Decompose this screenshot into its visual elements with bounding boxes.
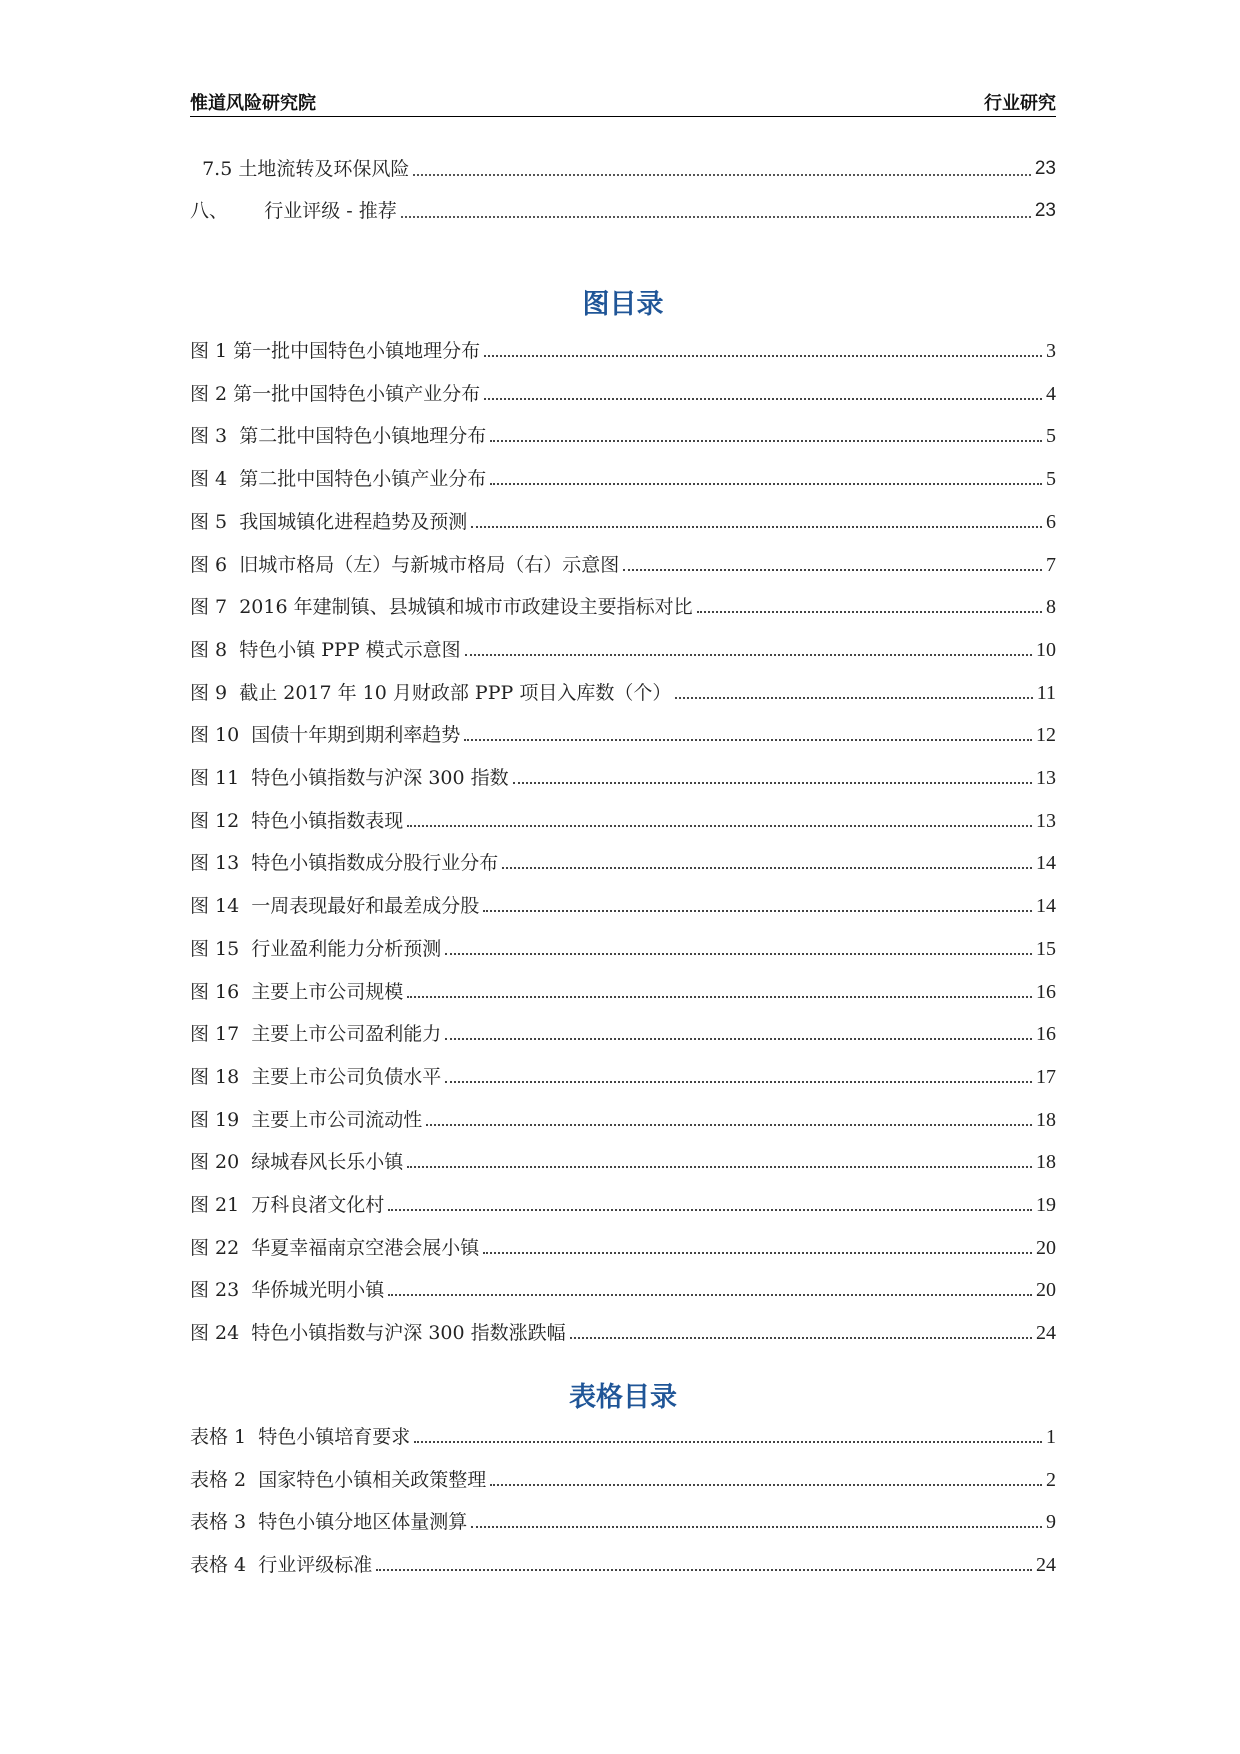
- figure-entry-page: 20: [1036, 1279, 1056, 1302]
- header-org-name: 惟道风险研究院: [190, 93, 316, 114]
- dot-leader: [471, 1525, 1042, 1528]
- figure-entry[interactable]: [190, 804, 1056, 834]
- dot-leader: [445, 952, 1032, 955]
- figure-entry-page: 14: [1036, 852, 1056, 875]
- figure-entry[interactable]: [190, 1017, 1056, 1047]
- dot-leader: [513, 781, 1032, 784]
- figure-entry-page: 4: [1046, 382, 1056, 405]
- dot-leader: [388, 1208, 1032, 1211]
- dot-leader: [407, 1165, 1032, 1168]
- figure-entry[interactable]: [190, 761, 1056, 791]
- figure-entry-label: 图 4 第二批中国特色小镇产业分布: [190, 468, 487, 491]
- figure-entry[interactable]: [190, 419, 1056, 449]
- figure-entry-page: 10: [1036, 638, 1056, 661]
- figure-entry-label: 图 17 主要上市公司盈利能力: [190, 1023, 442, 1046]
- figure-entry-label: 图 13 特色小镇指数成分股行业分布: [190, 852, 499, 875]
- figure-entry-label: 图 3 第二批中国特色小镇地理分布: [190, 425, 487, 448]
- dot-leader: [490, 482, 1042, 485]
- figure-entry-label: 图 18 主要上市公司负债水平: [190, 1065, 442, 1088]
- figure-entry-page: 17: [1036, 1065, 1056, 1088]
- table-entry-page: 9: [1046, 1511, 1056, 1534]
- figure-entry[interactable]: [190, 633, 1056, 663]
- figure-entry-label: 图 7 2016 年建制镇、县城镇和城市市政建设主要指标对比: [190, 596, 693, 619]
- figure-entry-label: 图 20 绿城春风长乐小镇: [190, 1151, 404, 1174]
- dot-leader: [376, 1568, 1032, 1571]
- figure-entry[interactable]: [190, 548, 1056, 578]
- page-header: [190, 86, 1056, 117]
- figure-entry-page: 6: [1046, 510, 1056, 533]
- dot-leader: [471, 525, 1042, 528]
- figure-entry-label: 图 2 第一批中国特色小镇产业分布: [190, 382, 481, 405]
- dot-leader: [445, 1037, 1032, 1040]
- dot-leader: [465, 653, 1032, 656]
- dot-leader: [484, 354, 1042, 357]
- toc-entry[interactable]: [190, 194, 1056, 224]
- figure-entry[interactable]: [190, 1231, 1056, 1261]
- dot-leader: [490, 439, 1042, 442]
- figure-entry-label: 图 9 截止 2017 年 10 月财政部 PPP 项目入库数（个）: [190, 681, 672, 704]
- figure-entry[interactable]: [190, 334, 1056, 364]
- figure-entry-label: 图 5 我国城镇化进程趋势及预测: [190, 510, 468, 533]
- figure-entry-page: 19: [1036, 1194, 1056, 1216]
- table-entry[interactable]: [190, 1463, 1056, 1493]
- dot-leader: [407, 824, 1032, 827]
- table-entry-label: 表格 3 特色小镇分地区体量测算: [190, 1511, 468, 1534]
- table-entry-page: 2: [1046, 1468, 1056, 1491]
- dot-leader: [413, 173, 1031, 176]
- table-entry-label: 表格 1 特色小镇培育要求: [190, 1426, 411, 1448]
- dot-leader: [675, 696, 1032, 699]
- dot-leader: [483, 909, 1032, 912]
- table-entry-page: 1: [1046, 1426, 1056, 1448]
- figure-entry-page: 3: [1046, 340, 1056, 362]
- dot-leader: [502, 866, 1032, 869]
- figure-entry-page: 13: [1036, 809, 1056, 832]
- figure-entry-page: 15: [1036, 937, 1056, 960]
- figure-entry-label: 图 22 华夏幸福南京空港会展小镇: [190, 1236, 480, 1259]
- dot-leader: [484, 397, 1042, 400]
- figure-entry-label: 图 15 行业盈利能力分析预测: [190, 937, 442, 960]
- figure-entry-label: 图 11 特色小镇指数与沪深 300 指数: [190, 767, 509, 789]
- figure-entry-page: 11: [1036, 681, 1056, 704]
- figure-entry[interactable]: [190, 1060, 1056, 1090]
- dot-leader: [414, 1440, 1042, 1443]
- figure-entry-page: 20: [1036, 1236, 1056, 1259]
- toc-entry-page: 23: [1034, 200, 1056, 221]
- figure-entry-label: 图 8 特色小镇 PPP 模式示意图: [190, 638, 461, 661]
- figure-entry[interactable]: [190, 377, 1056, 407]
- toc-entry-label: 八、 行业评级 - 推荐: [190, 200, 397, 222]
- figure-list-title: 图目录: [582, 289, 664, 320]
- figure-entry-label: 图 19 主要上市公司流动性: [190, 1108, 423, 1131]
- figure-entry-page: 24: [1036, 1322, 1056, 1345]
- dot-leader: [570, 1336, 1032, 1339]
- figure-entry-label: 图 16 主要上市公司规模: [190, 980, 404, 1003]
- figure-entry[interactable]: [190, 1316, 1056, 1346]
- dot-leader: [388, 1293, 1032, 1296]
- dot-leader: [490, 1483, 1042, 1486]
- figure-entry-page: 8: [1046, 596, 1056, 619]
- table-entry[interactable]: [190, 1420, 1056, 1450]
- figure-entry[interactable]: [190, 975, 1056, 1005]
- figure-entry-page: 14: [1036, 895, 1056, 918]
- table-entry[interactable]: [190, 1548, 1056, 1578]
- figure-entry-page: 13: [1036, 767, 1056, 789]
- toc-entry[interactable]: [190, 152, 1056, 182]
- table-entry-label: 表格 4 行业评级标准: [190, 1554, 373, 1577]
- figure-entry[interactable]: [190, 846, 1056, 876]
- figure-entry-page: 7: [1046, 553, 1056, 576]
- figure-entry-page: 5: [1046, 468, 1056, 491]
- figure-entry-label: 图 12 特色小镇指数表现: [190, 809, 404, 832]
- figure-entry[interactable]: [190, 676, 1056, 706]
- figure-entry-label: 图 21 万科良渚文化村: [190, 1194, 385, 1216]
- dot-leader: [697, 610, 1042, 613]
- figure-entry[interactable]: [190, 462, 1056, 492]
- figure-entry-page: 18: [1036, 1108, 1056, 1131]
- figure-entry[interactable]: [190, 1145, 1056, 1175]
- table-entry-page: 24: [1036, 1554, 1056, 1577]
- figure-entry-page: 16: [1036, 980, 1056, 1003]
- table-list-title: 表格目录: [569, 1382, 677, 1413]
- figure-entry[interactable]: [190, 932, 1056, 962]
- figure-entry-page: 12: [1036, 724, 1056, 747]
- toc-entry-page: 23: [1034, 158, 1056, 179]
- dot-leader: [483, 1251, 1032, 1254]
- figure-entry[interactable]: [190, 1103, 1056, 1133]
- table-entry-label: 表格 2 国家特色小镇相关政策整理: [190, 1468, 487, 1491]
- header-category: 行业研究: [984, 93, 1056, 114]
- figure-entry[interactable]: [190, 1188, 1056, 1218]
- dot-leader: [401, 215, 1031, 218]
- dot-leader: [407, 995, 1032, 998]
- dot-leader: [464, 738, 1032, 741]
- dot-leader: [445, 1080, 1032, 1083]
- table-entry[interactable]: [190, 1505, 1056, 1535]
- figure-entry[interactable]: [190, 1273, 1056, 1303]
- figure-entry-label: 图 1 第一批中国特色小镇地理分布: [190, 340, 481, 362]
- figure-entry[interactable]: [190, 590, 1056, 620]
- figure-entry-label: 图 24 特色小镇指数与沪深 300 指数涨跌幅: [190, 1322, 566, 1345]
- figure-entry[interactable]: [190, 718, 1056, 748]
- figure-entry-page: 16: [1036, 1023, 1056, 1046]
- toc-entry-label: 7.5 土地流转及环保风险: [190, 158, 410, 180]
- figure-entry[interactable]: [190, 889, 1056, 919]
- figure-entry-page: 5: [1046, 425, 1056, 448]
- figure-entry-page: 18: [1036, 1151, 1056, 1174]
- figure-entry-label: 图 10 国债十年期到期利率趋势: [190, 724, 461, 747]
- figure-entry-label: 图 14 一周表现最好和最差成分股: [190, 895, 480, 918]
- figure-entry-label: 图 23 华侨城光明小镇: [190, 1279, 385, 1302]
- figure-entry-label: 图 6 旧城市格局（左）与新城市格局（右）示意图: [190, 553, 620, 576]
- figure-entry[interactable]: [190, 505, 1056, 535]
- dot-leader: [426, 1123, 1032, 1126]
- dot-leader: [623, 568, 1042, 571]
